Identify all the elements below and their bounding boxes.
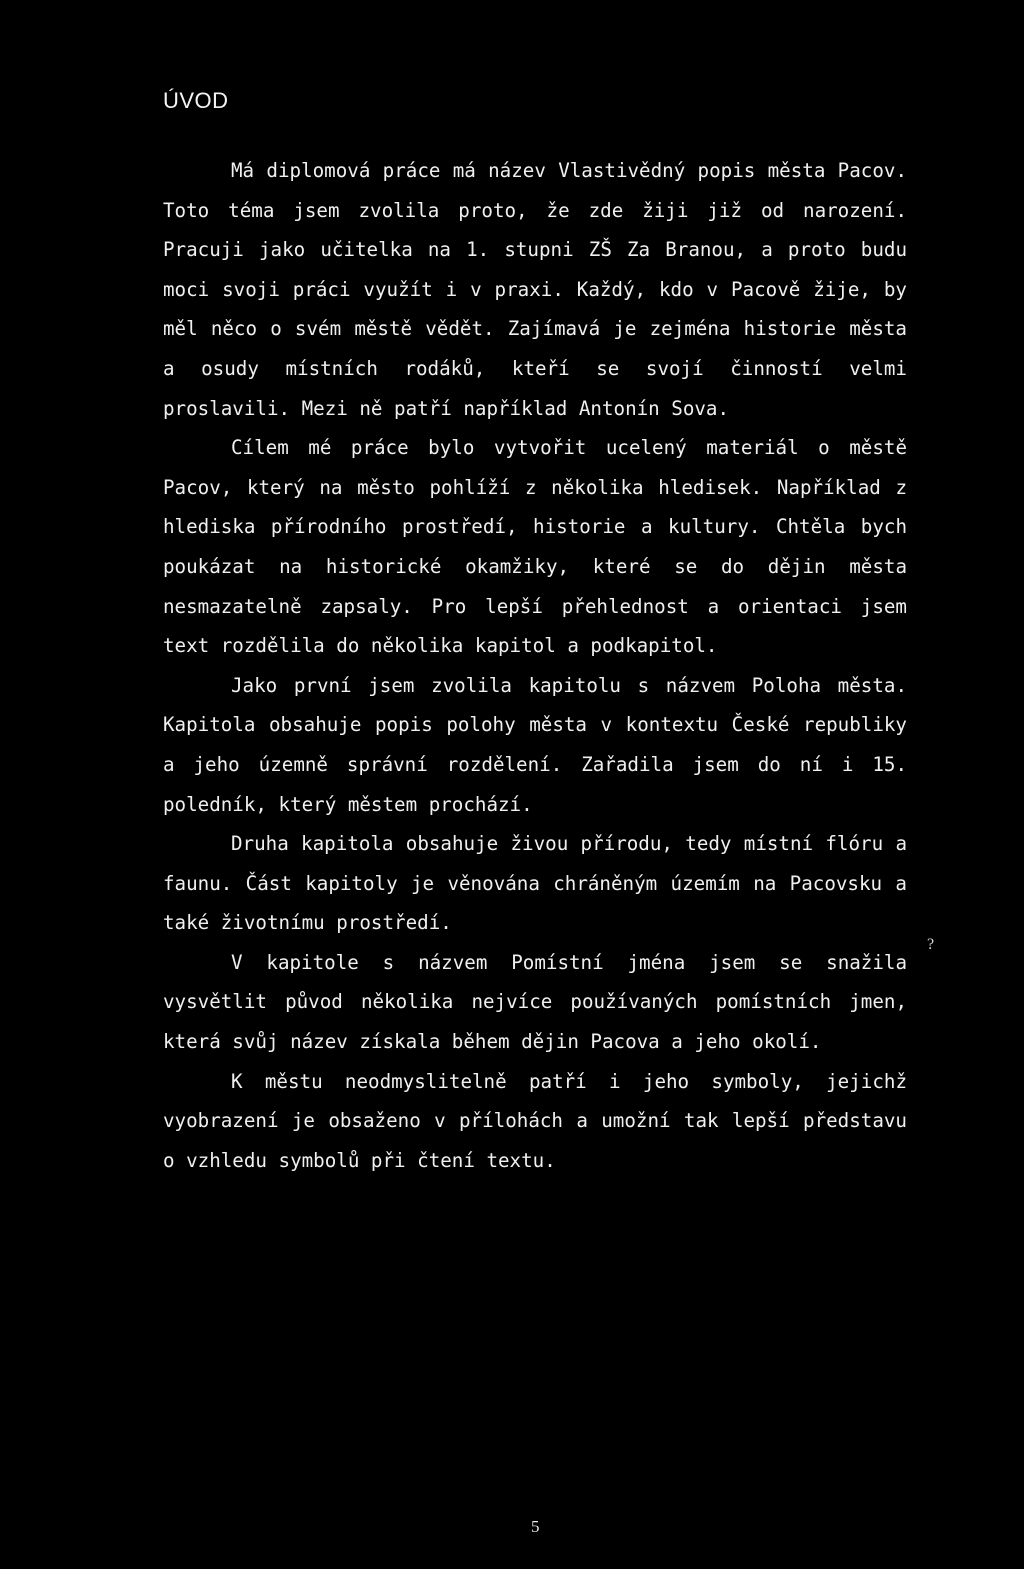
body-text <box>163 151 907 1180</box>
section-heading: ÚVOD <box>163 88 229 113</box>
paragraph-chapter-location: Jako první jsem zvolila kapitolu s názvem Poloha města. Kapitola obsahuje popis polohy města v kontextu České republiky a jeho územně správní rozdělení. Zařadila jsem do ní i 15. poledník, který městem prochází. <box>163 673 907 816</box>
paragraph-symbols: K městu neodmyslitelně patří i jeho symboly, jejichž vyobrazení je obsaženo v přílohách a umožní tak lepší představu o vzhledu symbolů při čtení textu. <box>163 1069 907 1172</box>
paragraph-goal: Cílem mé práce bylo vytvořit ucelený materiál o městě Pacov, který na město pohlíží z několika hledisek. Například z hlediska přírodního prostředí, historie a kultury. Chtěla bych poukázat na historické okamžiky, které se do dějin města nesmazatelně zapsaly. Pro lepší přehlednost a orientaci jsem text rozdělila do několika kapitol a podkapitol. <box>163 436 907 658</box>
paragraph-intro: Má diplomová práce má název Vlastivědný popis města Pacov. Toto téma jsem zvolila proto, že zde žiji již od narození. Pracuji jako učitelka na 1. stupni ZŠ Za Branou, a proto budu moci svoji práci využít i v praxi. Každý, kdo v Pacově žije, by měl něco o svém městě vědět. Zajímavá je zejména historie města a osudy místních rodáků, kteří se svojí činností velmi proslavili. Mezi ně patří například Antonín Sova. <box>163 159 907 420</box>
paragraph-chapter-place-names: V kapitole s názvem Pomístní jména jsem se snažila vysvětlit původ několika nejvíce používaných pomístních jmen, která svůj název získala během dějin Pacova a jeho okolí. <box>163 950 907 1054</box>
page-number: 5 <box>531 1517 540 1536</box>
margin-mark: ? <box>927 936 935 953</box>
paragraph-chapter-nature: Druha kapitola obsahuje živou přírodu, tedy místní flóru a faunu. Část kapitoly je věnována chráněným územím na Pacovsku a také životnímu prostředí. <box>163 832 907 935</box>
